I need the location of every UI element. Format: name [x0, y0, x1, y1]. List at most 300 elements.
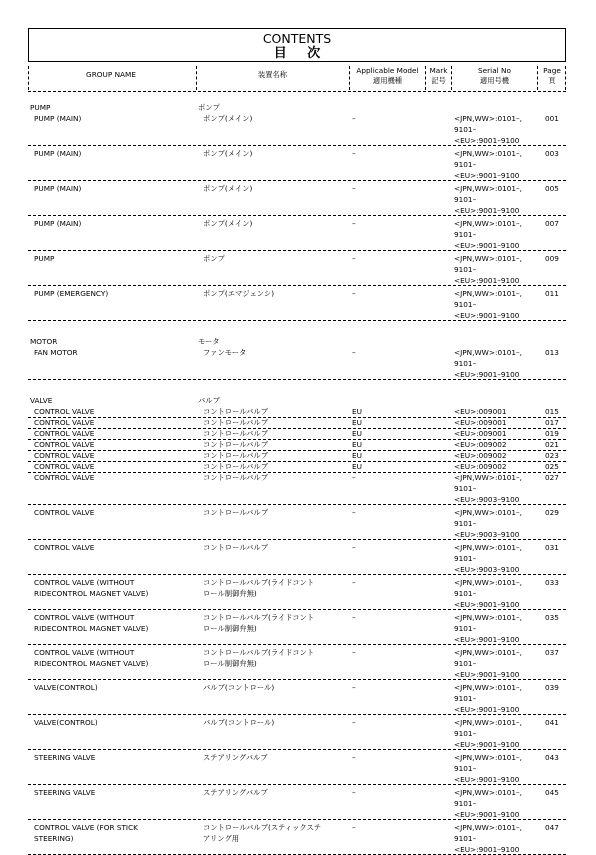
page-number[interactable]: 023	[545, 451, 559, 460]
serial-no-line: <EU>:009002	[454, 451, 507, 460]
group-name-line: PUMP (MAIN)	[34, 219, 82, 228]
applicable-model	[352, 787, 356, 798]
col-serial-en: Serial No	[478, 66, 511, 75]
group-name	[34, 647, 148, 669]
section-name-jp: モータ	[198, 337, 220, 346]
serial-no-line: <EU>:9001–9100	[454, 171, 520, 180]
serial-no-line: 9101–	[454, 834, 477, 843]
serial-no-line: <JPN,WW>:0101–,	[454, 508, 522, 517]
applicable-model	[352, 542, 356, 553]
applicable-model-line: –	[352, 508, 356, 517]
group-name-line: CONTROL VALVE	[34, 462, 95, 471]
col-model-jp: 適用機種	[372, 75, 403, 85]
col-serial-jp: 適用号機	[479, 75, 510, 85]
serial-no-line: <JPN,WW>:0101–,	[454, 613, 522, 622]
group-name	[34, 787, 95, 798]
group-name-line: CONTROL VALVE (WITHOUT	[34, 613, 135, 622]
serial-no-line: <EU>:9001–9100	[454, 206, 520, 215]
serial-no-line: 9101–	[454, 230, 477, 239]
group-name-line: CONTROL VALVE	[34, 543, 95, 552]
jp-name	[203, 253, 225, 264]
jp-name	[203, 417, 268, 428]
group-name	[34, 406, 94, 417]
row-divider	[28, 609, 566, 610]
title-en: CONTENTS	[262, 31, 332, 46]
col-page-en: Page	[543, 66, 561, 75]
row-divider	[28, 539, 566, 540]
page-number[interactable]: 033	[545, 578, 559, 587]
group-name-line: CONTROL VALVE	[34, 508, 95, 517]
serial-no	[454, 113, 522, 146]
applicable-model	[352, 472, 356, 483]
section-name: VALVE	[30, 396, 53, 405]
jp-name-line: コントロールバルブ	[203, 451, 269, 460]
page-number[interactable]: 025	[545, 462, 559, 471]
applicable-model-line: –	[352, 254, 356, 263]
group-name-line: STEERING)	[34, 834, 74, 843]
col-model-en: Applicable Model	[356, 66, 419, 75]
group-name	[34, 450, 94, 461]
jp-name-line: ロール制御弁無)	[203, 659, 257, 668]
col-mark-en: Mark	[429, 66, 448, 75]
group-name	[34, 612, 148, 634]
group-name	[34, 717, 98, 728]
applicable-model	[352, 148, 356, 159]
jp-name	[203, 472, 268, 483]
serial-no-line: <JPN,WW>:0101–,	[454, 683, 522, 692]
serial-no-line: <EU>:9001–9100	[454, 810, 520, 819]
jp-name-line: ポンプ(メイン)	[203, 149, 253, 158]
serial-no-line: <EU>:9001–9100	[454, 635, 520, 644]
serial-no-line: <EU>:9001–9100	[454, 370, 520, 379]
jp-name	[203, 717, 274, 728]
page-number[interactable]: 027	[545, 473, 559, 482]
col-serial	[452, 66, 537, 91]
serial-no-line: 9101–	[454, 624, 477, 633]
serial-no-line: 9101–	[454, 659, 477, 668]
serial-no-line: <JPN,WW>:0101–,	[454, 753, 522, 762]
serial-no-line: <EU>:9001–9100	[454, 311, 520, 320]
jp-name	[203, 752, 268, 763]
group-name-line: CONTROL VALVE (WITHOUT	[34, 578, 135, 587]
applicable-model	[352, 253, 356, 264]
section-name-jp: ポンプ	[198, 103, 220, 112]
row-divider	[28, 504, 566, 505]
col-page-jp: 頁	[548, 75, 556, 85]
applicable-model	[352, 417, 362, 428]
serial-no-line: <JPN,WW>:0101–,	[454, 254, 522, 263]
page-number[interactable]: 013	[545, 348, 559, 357]
jp-name	[203, 682, 274, 693]
jp-name-line: ポンプ(メイン)	[203, 219, 253, 228]
applicable-model	[352, 647, 356, 658]
page-number[interactable]: 035	[545, 613, 559, 622]
serial-no	[454, 507, 522, 540]
serial-no	[454, 542, 522, 575]
serial-no-line: <JPN,WW>:0101–,	[454, 289, 522, 298]
jp-name	[203, 822, 321, 844]
serial-no-line: <EU>:9001–9100	[454, 775, 520, 784]
group-name-line: PUMP	[34, 254, 55, 263]
serial-no	[454, 612, 522, 645]
header-rule	[28, 91, 566, 92]
serial-no-line: <EU>:9001–9100	[454, 600, 520, 609]
applicable-model-line: –	[352, 149, 356, 158]
group-name	[34, 507, 94, 518]
applicable-model	[352, 717, 356, 728]
applicable-model	[352, 461, 362, 472]
serial-no-line: <JPN,WW>:0101–,	[454, 219, 522, 228]
jp-name-line: コントロールバルブ(ライドコント	[203, 648, 315, 657]
applicable-model-line: EU	[352, 407, 362, 416]
col-divider	[349, 66, 350, 90]
jp-name	[203, 787, 268, 798]
page-number[interactable]: 011	[545, 289, 559, 298]
page-number[interactable]: 007	[545, 219, 559, 228]
serial-no-line: <JPN,WW>:0101–,	[454, 718, 522, 727]
jp-name-line: コントロールバルブ	[203, 473, 269, 482]
jp-name-line: ポンプ	[203, 254, 225, 263]
serial-no	[454, 450, 507, 461]
group-name	[34, 439, 94, 450]
applicable-model	[352, 577, 356, 588]
serial-no-line: 9101–	[454, 484, 477, 493]
jp-name	[203, 647, 314, 669]
applicable-model	[352, 183, 356, 194]
applicable-model-line: EU	[352, 462, 362, 471]
group-name-line: CONTROL VALVE (WITHOUT	[34, 648, 135, 657]
serial-no-line: <JPN,WW>:0101–,	[454, 473, 522, 482]
jp-name	[203, 461, 268, 472]
group-name-line: CONTROL VALVE	[34, 429, 95, 438]
applicable-model-line: –	[352, 613, 356, 622]
serial-no	[454, 647, 522, 680]
serial-no-line: <EU>:9001–9100	[454, 845, 520, 854]
col-divider	[565, 66, 566, 90]
applicable-model-line: –	[352, 648, 356, 657]
contents-header-box	[28, 28, 566, 62]
jp-name	[203, 428, 268, 439]
group-name	[34, 218, 81, 229]
serial-no	[454, 148, 522, 181]
serial-no-line: <JPN,WW>:0101–,	[454, 543, 522, 552]
col-divider	[196, 66, 197, 90]
serial-no	[454, 822, 522, 855]
row-divider	[28, 379, 566, 380]
jp-name-line: コントロールバルブ	[203, 429, 269, 438]
jp-name	[203, 183, 252, 194]
applicable-model	[352, 682, 356, 693]
applicable-model-line: –	[352, 753, 356, 762]
jp-name	[203, 347, 246, 358]
serial-no-line: <EU>:009002	[454, 462, 507, 471]
page-number[interactable]: 021	[545, 440, 559, 449]
group-name	[34, 682, 98, 693]
group-name	[34, 148, 81, 159]
row-divider	[28, 320, 566, 321]
jp-name	[203, 288, 274, 299]
page-number[interactable]: 029	[545, 508, 559, 517]
applicable-model	[352, 113, 356, 124]
row-divider	[28, 215, 566, 216]
page-number[interactable]: 017	[545, 418, 559, 427]
group-name	[34, 253, 54, 264]
serial-no-line: <JPN,WW>:0101–,	[454, 788, 522, 797]
serial-no-line: <JPN,WW>:0101–,	[454, 823, 522, 832]
jp-name-line: ポンプ(エマジェンシ)	[203, 289, 275, 298]
jp-name	[203, 148, 252, 159]
serial-no-line: <EU>:9001–9100	[454, 740, 520, 749]
row-divider	[28, 145, 566, 146]
jp-name-line: ステアリングバルブ	[203, 788, 268, 797]
serial-no-line: 9101–	[454, 195, 477, 204]
group-name-line: FAN MOTOR	[34, 348, 78, 357]
jp-name	[203, 406, 268, 417]
group-name	[34, 417, 94, 428]
serial-no	[454, 417, 507, 428]
jp-name-line: ファンモータ	[203, 348, 247, 357]
applicable-model	[352, 347, 356, 358]
serial-no	[454, 183, 522, 216]
col-divider	[425, 66, 426, 90]
jp-name	[203, 542, 268, 553]
serial-no-line: 9101–	[454, 300, 477, 309]
group-name	[34, 822, 138, 844]
serial-no-line: <EU>:9001–9100	[454, 136, 520, 145]
jp-name	[203, 439, 268, 450]
serial-no	[454, 253, 522, 286]
serial-no	[454, 347, 522, 380]
serial-no-line: <EU>:9001–9100	[454, 276, 520, 285]
applicable-model	[352, 406, 362, 417]
applicable-model	[352, 612, 356, 623]
page-number[interactable]: 041	[545, 718, 559, 727]
applicable-model-line: EU	[352, 429, 362, 438]
serial-no	[454, 218, 522, 251]
jp-name-line: コントロールバルブ	[203, 440, 269, 449]
serial-no-line: <JPN,WW>:0101–,	[454, 648, 522, 657]
page-number[interactable]: 019	[545, 429, 559, 438]
page-number[interactable]: 003	[545, 149, 559, 158]
applicable-model	[352, 752, 356, 763]
jp-name-line: バルブ(コントロール)	[203, 718, 275, 727]
jp-name-line: ポンプ(メイン)	[203, 114, 253, 123]
section-name: PUMP	[30, 103, 51, 112]
serial-no-line: <EU>:9001–9100	[454, 241, 520, 250]
group-name-line: VALVE(CONTROL)	[34, 683, 98, 692]
serial-no	[454, 428, 507, 439]
applicable-model-line: –	[352, 473, 356, 482]
page-number[interactable]: 005	[545, 184, 559, 193]
applicable-model-line: EU	[352, 440, 362, 449]
serial-no	[454, 752, 522, 785]
row-divider	[28, 749, 566, 750]
col-divider	[28, 66, 29, 90]
group-name-line: CONTROL VALVE	[34, 451, 95, 460]
row-divider	[28, 644, 566, 645]
col-group-name: GROUP NAME	[86, 70, 136, 79]
row-divider	[28, 679, 566, 680]
serial-no-line: 9101–	[454, 554, 477, 563]
group-name-line: PUMP (EMERGENCY)	[34, 289, 109, 298]
jp-name-line: バルブ(コントロール)	[203, 683, 275, 692]
jp-name	[203, 450, 268, 461]
serial-no-line: <EU>:9003–9100	[454, 530, 520, 539]
applicable-model-line: –	[352, 114, 356, 123]
col-page	[538, 66, 566, 91]
serial-no-line: 9101–	[454, 359, 477, 368]
row-divider	[28, 250, 566, 251]
serial-no-line: 9101–	[454, 160, 477, 169]
jp-name-line: コントロールバルブ(ライドコント	[203, 613, 315, 622]
serial-no	[454, 439, 507, 450]
jp-name-line: コントロールバルブ	[203, 543, 269, 552]
serial-no-line: <EU>:009001	[454, 429, 507, 438]
jp-name-line: コントロールバルブ	[203, 407, 269, 416]
serial-no-line: 9101–	[454, 519, 477, 528]
section-name-jp: バルブ	[198, 396, 220, 405]
page-number[interactable]: 031	[545, 543, 559, 552]
row-divider	[28, 574, 566, 575]
serial-no-line: <EU>:9001–9100	[454, 705, 520, 714]
jp-name-line: ロール制御弁無)	[203, 589, 257, 598]
applicable-model-line: –	[352, 184, 356, 193]
row-divider	[28, 819, 566, 820]
group-name-line: CONTROL VALVE	[34, 440, 95, 449]
jp-name-line: コントロールバルブ	[203, 462, 269, 471]
group-name-line: CONTROL VALVE (FOR STICK	[34, 823, 138, 832]
group-name	[34, 752, 95, 763]
group-name	[34, 428, 94, 439]
serial-no	[454, 787, 522, 820]
serial-no-line: <EU>:9001–9100	[454, 670, 520, 679]
page-number[interactable]: 001	[545, 114, 559, 123]
applicable-model-line: –	[352, 718, 356, 727]
group-name-line: CONTROL VALVE	[34, 473, 95, 482]
group-name-line: VALVE(CONTROL)	[34, 718, 98, 727]
jp-name-line: アリング用	[203, 834, 240, 843]
serial-no-line: <EU>:9003–9100	[454, 565, 520, 574]
serial-no-line: <JPN,WW>:0101–,	[454, 184, 522, 193]
applicable-model-line: EU	[352, 451, 362, 460]
serial-no-line: 9101–	[454, 694, 477, 703]
jp-name	[203, 612, 314, 634]
serial-no	[454, 288, 522, 321]
serial-no-line: 9101–	[454, 125, 477, 134]
group-name	[34, 183, 81, 194]
group-name-line: PUMP (MAIN)	[34, 184, 82, 193]
section-name: MOTOR	[30, 337, 58, 346]
group-name-line: RIDECONTROL MAGNET VALVE)	[34, 589, 149, 598]
serial-no-line: <JPN,WW>:0101–,	[454, 149, 522, 158]
serial-no	[454, 717, 522, 750]
serial-no	[454, 461, 507, 472]
jp-name	[203, 507, 268, 518]
applicable-model-line: –	[352, 543, 356, 552]
jp-name-line: ポンプ(メイン)	[203, 184, 253, 193]
group-name	[34, 472, 94, 483]
page-number[interactable]: 009	[545, 254, 559, 263]
jp-name	[203, 577, 314, 599]
group-name-line: RIDECONTROL MAGNET VALVE)	[34, 659, 149, 668]
applicable-model-line: –	[352, 823, 356, 832]
jp-name	[203, 113, 252, 124]
row-divider	[28, 180, 566, 181]
serial-no-line: <JPN,WW>:0101–,	[454, 578, 522, 587]
row-divider	[28, 285, 566, 286]
jp-name-line: ロール制御弁無)	[203, 624, 257, 633]
applicable-model	[352, 450, 362, 461]
applicable-model-line: EU	[352, 418, 362, 427]
applicable-model-line: –	[352, 289, 356, 298]
serial-no-line: 9101–	[454, 764, 477, 773]
col-jp-name: 装置名称	[257, 70, 288, 79]
applicable-model-line: –	[352, 683, 356, 692]
group-name	[34, 288, 108, 299]
applicable-model	[352, 428, 362, 439]
group-name	[34, 577, 148, 599]
page-number[interactable]: 037	[545, 648, 559, 657]
group-name-line: PUMP (MAIN)	[34, 114, 82, 123]
col-divider	[537, 66, 538, 90]
serial-no-line: 9101–	[454, 799, 477, 808]
serial-no-line: 9101–	[454, 589, 477, 598]
applicable-model-line: –	[352, 578, 356, 587]
page-number[interactable]: 039	[545, 683, 559, 692]
serial-no-line: <EU>:9003–9100	[454, 495, 520, 504]
serial-no-line: <EU>:009002	[454, 440, 507, 449]
row-divider	[28, 784, 566, 785]
jp-name-line: コントロールバルブ(ライドコント	[203, 578, 315, 587]
jp-name-line: ステアリングバルブ	[203, 753, 268, 762]
group-name	[34, 347, 78, 358]
group-name	[34, 542, 94, 553]
serial-no-line: <JPN,WW>:0101–,	[454, 348, 522, 357]
serial-no-line: <JPN,WW>:0101–,	[454, 114, 522, 123]
group-name-line: CONTROL VALVE	[34, 407, 95, 416]
page-number[interactable]: 015	[545, 407, 559, 416]
page-number[interactable]: 045	[545, 788, 559, 797]
serial-no-line: 9101–	[454, 729, 477, 738]
applicable-model	[352, 507, 356, 518]
col-divider	[451, 66, 452, 90]
group-name-line: PUMP (MAIN)	[34, 149, 82, 158]
applicable-model-line: –	[352, 788, 356, 797]
applicable-model	[352, 439, 362, 450]
page-number[interactable]: 043	[545, 753, 559, 762]
row-divider	[28, 714, 566, 715]
applicable-model-line: –	[352, 348, 356, 357]
serial-no-line: 9101–	[454, 265, 477, 274]
col-mark-jp: 記号	[431, 75, 446, 85]
group-name	[34, 113, 81, 124]
group-name-line: RIDECONTROL MAGNET VALVE)	[34, 624, 149, 633]
col-model	[350, 66, 425, 91]
jp-name-line: コントロールバルブ(スティックステ	[203, 823, 321, 832]
serial-no	[454, 577, 522, 610]
serial-no	[454, 406, 507, 417]
serial-no-line: <EU>:009001	[454, 407, 507, 416]
applicable-model	[352, 822, 356, 833]
group-name-line: CONTROL VALVE	[34, 418, 95, 427]
col-mark	[426, 66, 451, 91]
page-number[interactable]: 047	[545, 823, 559, 832]
jp-name-line: コントロールバルブ	[203, 418, 269, 427]
jp-name-line: コントロールバルブ	[203, 508, 269, 517]
applicable-model-line: –	[352, 219, 356, 228]
group-name-line: STEERING VALVE	[34, 788, 96, 797]
serial-no-line: <EU>:009001	[454, 418, 507, 427]
